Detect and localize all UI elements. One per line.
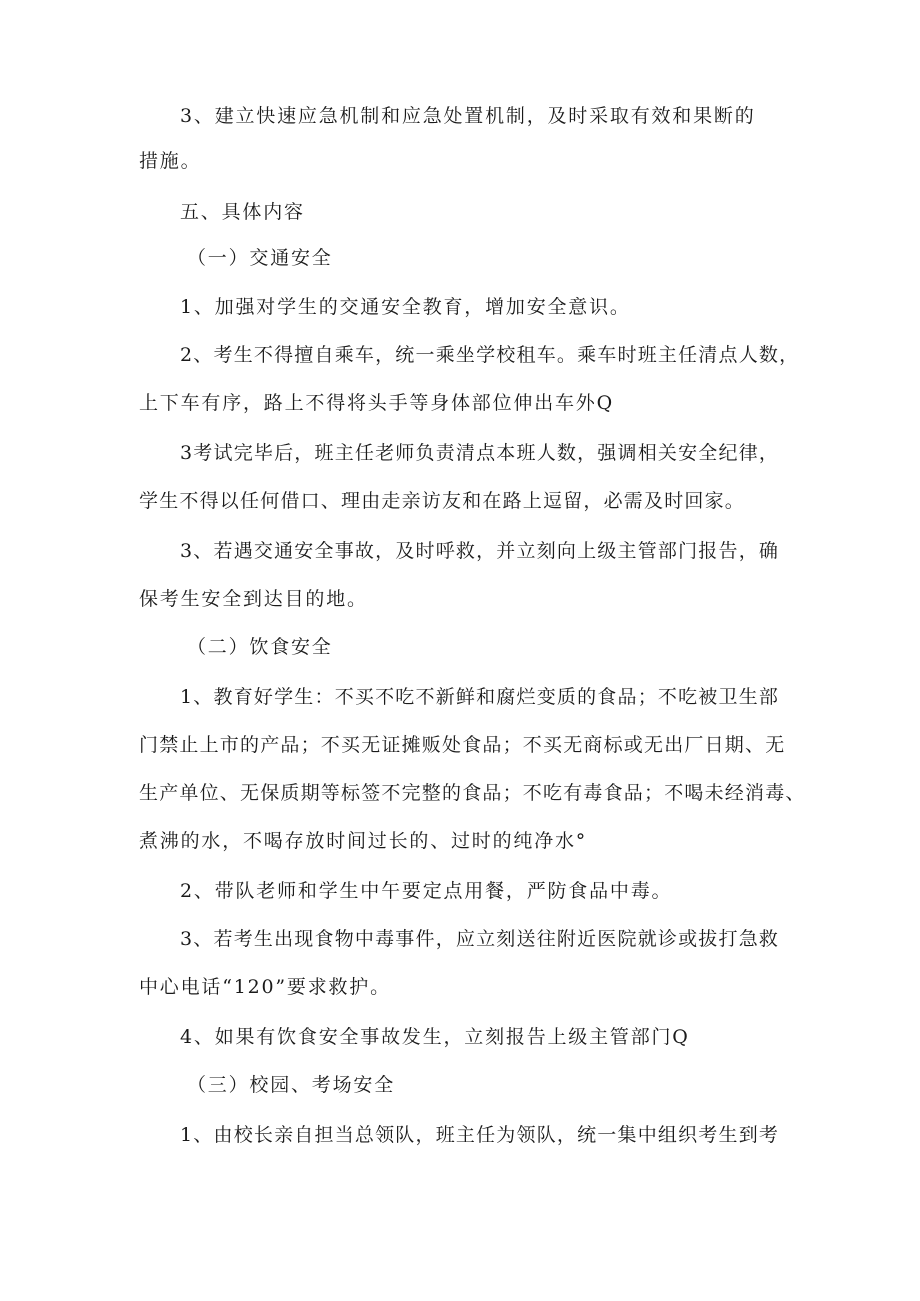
paragraph-line-14: 2、带队老师和学生中午要定点用餐，严防食品中毒。 [180,880,673,902]
subsection-heading-campus: （三）校园、考场安全 [187,1074,396,1096]
paragraph-line-10: 1、教育好学生：不买不吃不新鲜和腐烂变质的食品；不吃被卫生部 [180,686,780,708]
paragraph-line-11: 门禁止上市的产品；不买无证摊贩处食品；不买无商标或无出厂日期、无 [139,734,786,756]
paragraph-line-15: 3、若考生出现食物中毒事件，应立刻送往附近医院就诊或拔打急救 [180,928,780,950]
paragraph-line-6: 3考试完毕后，班主任老师负责清点本班人数，强调相关安全纪律， [180,442,780,464]
section-heading: 五、具体内容 [180,201,305,223]
subsection-heading-food: （二）饮食安全 [187,636,333,658]
paragraph-line-5: 上下车有序，路上不得将头手等身体部位伸出车外Q [139,392,614,414]
paragraph-line-2: 措施。 [139,150,202,172]
paragraph-line-13: 煮沸的水，不喝存放时间过长的、过时的纯净水° [139,830,588,852]
subsection-heading-traffic: （一）交通安全 [187,247,333,269]
paragraph-line-8: 3、若遇交通安全事故，及时呼救，并立刻向上级主管部门报告，确 [180,540,780,562]
paragraph-line-4: 2、考生不得擅自乘车，统一乘坐学校租车。乘车时班主任清点人数， [180,344,800,366]
paragraph-line-17: 4、如果有饮食安全事故发生，立刻报告上级主管部门Q [180,1026,690,1048]
paragraph-line-16: 中心电话“120”要求救护。 [139,976,391,998]
paragraph-line-9: 保考生安全到达目的地。 [139,588,368,610]
paragraph-line-7: 学生不得以任何借口、理由走亲访友和在路上逗留，必需及时回家。 [139,490,746,512]
paragraph-line-1: 3、建立快速应急机制和应急处置机制，及时采取有效和果断的 [180,105,756,127]
paragraph-line-3: 1、加强对学生的交通安全教育，增加安全意识。 [180,296,631,318]
paragraph-line-12: 生产单位、无保质期等标签不完整的食品；不吃有毒食品；不喝未经消毒、 [139,782,806,804]
paragraph-line-18: 1、由校长亲自担当总领队，班主任为领队，统一集中组织考生到考 [180,1124,780,1146]
